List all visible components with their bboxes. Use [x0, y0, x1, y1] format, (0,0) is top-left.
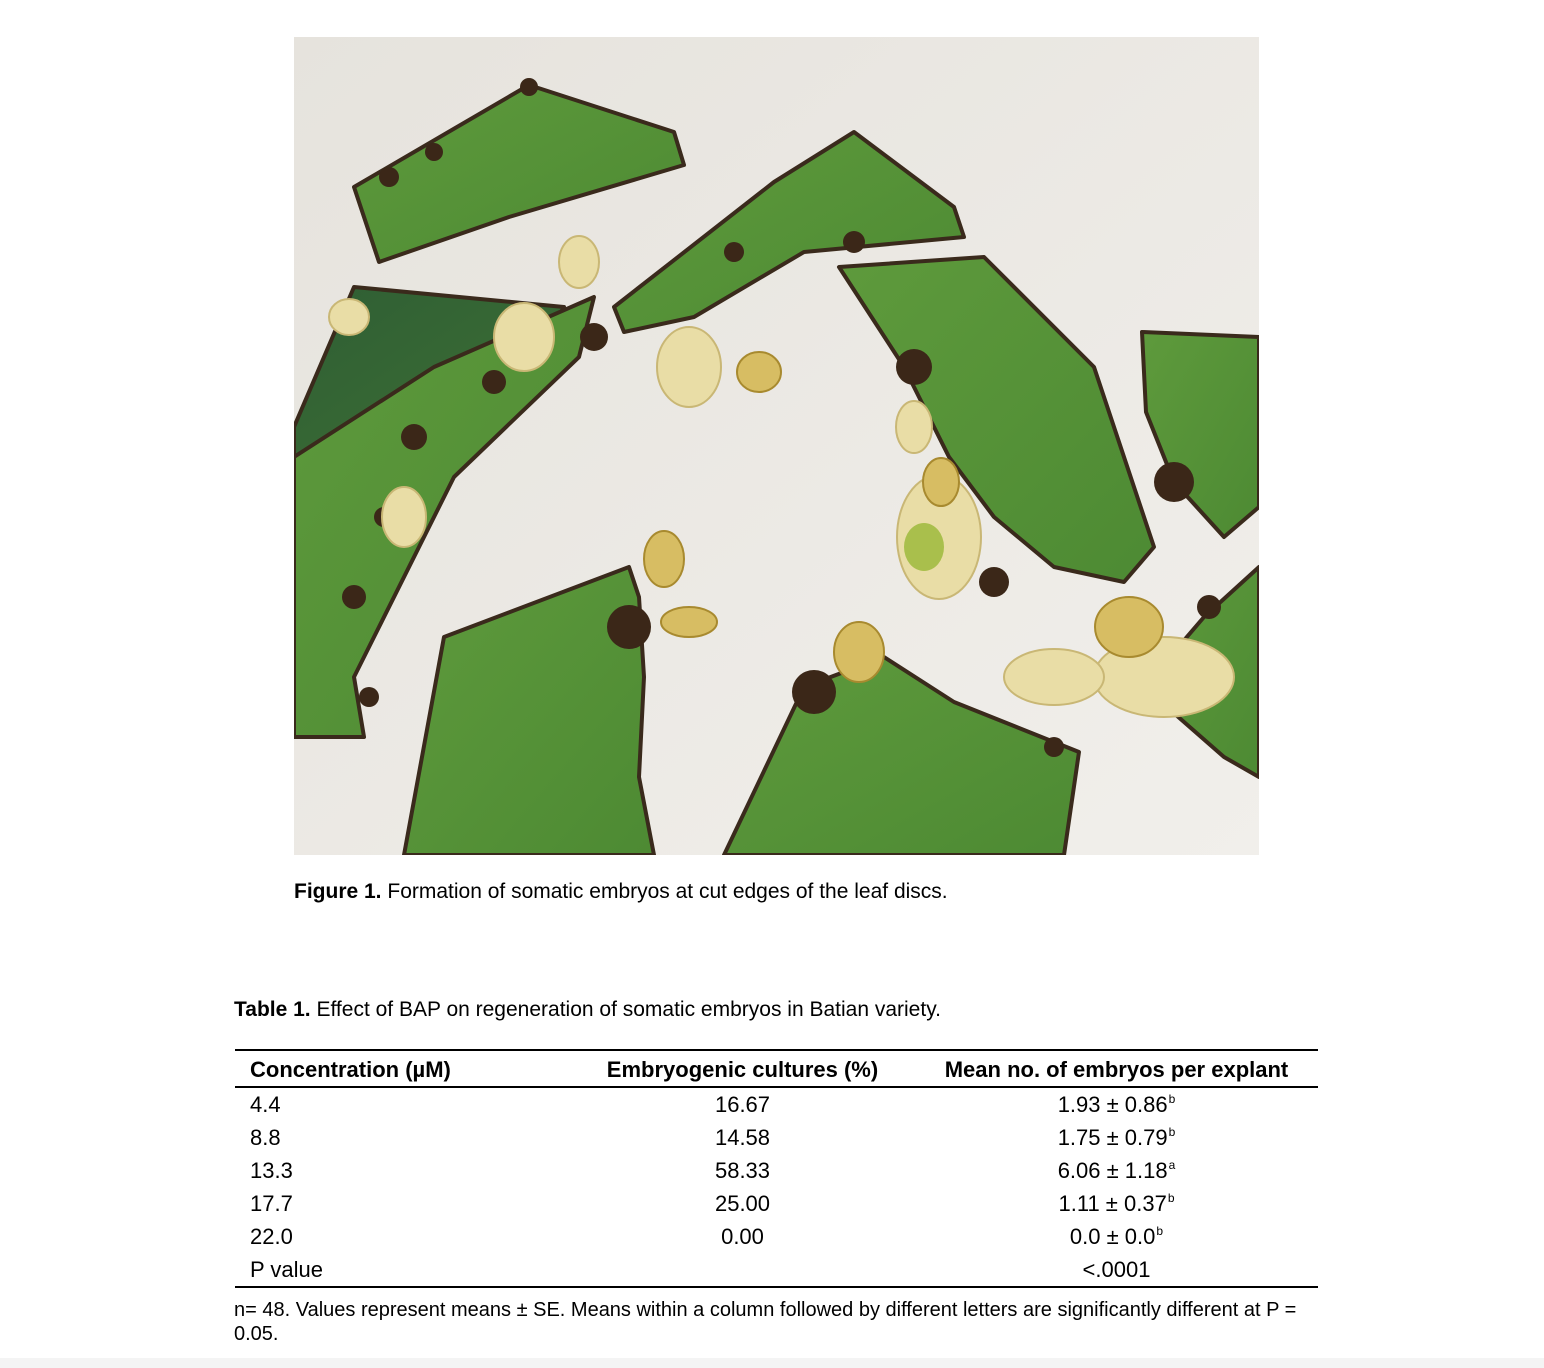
embryos-value: 6.06 ± 1.18 [1057, 1158, 1168, 1183]
table-row [235, 1220, 1318, 1253]
table-row [235, 1154, 1318, 1187]
leaf-discs-illustration [294, 37, 1259, 855]
cell-cultures: 16.67 [714, 1092, 771, 1117]
significance-letter: b [1168, 1092, 1176, 1106]
significance-letter: b [1156, 1224, 1164, 1238]
significance-letter: b [1168, 1125, 1176, 1139]
table-caption-text: Effect of BAP on regeneration of somatic embryos in Batian variety. [310, 998, 941, 1021]
cell-embryos [915, 1154, 1318, 1187]
embryos-value: 1.11 ± 0.37 [1058, 1191, 1167, 1216]
embryos-value: 1.75 ± 0.79 [1057, 1125, 1168, 1150]
cell-pvalue-cultures [570, 1253, 915, 1287]
significance-letter: b [1167, 1191, 1175, 1205]
cell-cultures: 14.58 [714, 1125, 771, 1150]
cell-concentration: 17.7 [250, 1191, 293, 1216]
results-table-container [235, 1049, 1318, 1288]
table-label: Table 1. [234, 998, 311, 1021]
results-table [235, 1049, 1318, 1288]
cell-concentration: 8.8 [250, 1125, 281, 1150]
table-footnote: n= 48. Values represent means ± SE. Means within a column followed by different letters are significantly different at P = 0.05. [234, 1299, 1297, 1345]
cell-embryos [915, 1187, 1318, 1220]
cell-embryos [915, 1087, 1318, 1121]
cell-concentration: 22.0 [250, 1224, 293, 1249]
table-row [235, 1187, 1318, 1220]
cell-embryos [915, 1220, 1318, 1253]
cell-cultures: 58.33 [714, 1158, 771, 1183]
header-mean-embryos: Mean no. of embryos per explant [915, 1050, 1318, 1087]
significance-letter: a [1168, 1158, 1176, 1172]
cell-pvalue-embryos: <.0001 [1082, 1257, 1151, 1282]
figure-label: Figure 1. [294, 880, 382, 903]
page-bottom-edge [0, 1358, 1544, 1368]
table-caption [234, 997, 941, 1023]
cell-embryos [915, 1121, 1318, 1154]
table-row [235, 1121, 1318, 1154]
header-embryogenic-cultures: Embryogenic cultures (%) [570, 1050, 915, 1087]
table-row-pvalue [235, 1253, 1318, 1287]
embryos-value: 1.93 ± 0.86 [1057, 1092, 1168, 1117]
table-header-row [235, 1050, 1318, 1087]
cell-concentration: 13.3 [250, 1158, 293, 1183]
cell-concentration: 4.4 [250, 1092, 281, 1117]
figure-caption [294, 879, 948, 905]
cell-cultures: 0.00 [721, 1224, 764, 1249]
figure-1-photo [294, 37, 1259, 855]
header-concentration: Concentration (µM) [235, 1050, 570, 1087]
embryos-value: 0.0 ± 0.0 [1069, 1224, 1156, 1249]
cell-cultures: 25.00 [714, 1191, 771, 1216]
cell-pvalue-label: P value [250, 1257, 323, 1282]
figure-caption-text: Formation of somatic embryos at cut edges of the leaf discs. [381, 880, 948, 903]
table-row [235, 1087, 1318, 1121]
